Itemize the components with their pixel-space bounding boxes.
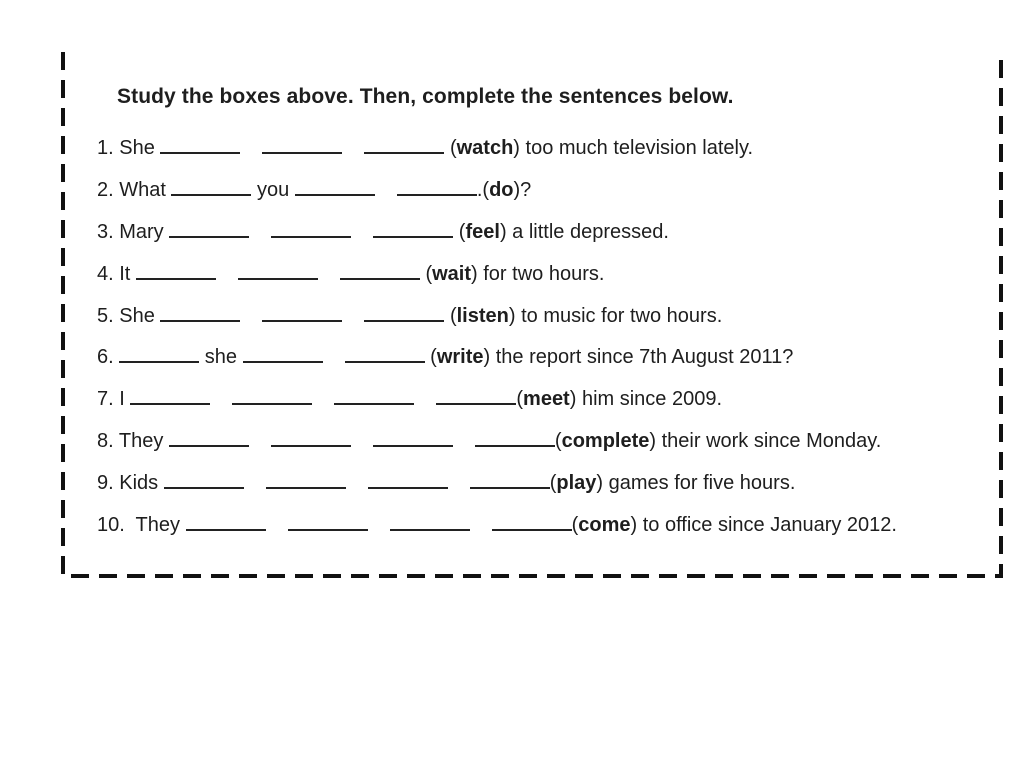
sentence-text: )?	[513, 178, 532, 201]
verb-hint: complete	[561, 430, 650, 453]
answer-blank[interactable]	[186, 509, 266, 531]
verb-hint: listen	[456, 304, 509, 327]
answer-blank[interactable]	[334, 383, 414, 405]
sentence-text: (	[516, 388, 524, 411]
instruction-heading: Study the boxes above. Then, complete the sentences below.	[117, 85, 734, 108]
verb-hint: wait	[432, 262, 472, 285]
answer-blank[interactable]	[262, 132, 342, 154]
answer-blank[interactable]	[266, 467, 346, 489]
sentence-text: .(	[476, 178, 490, 201]
sentence-text: (	[419, 262, 433, 285]
verb-hint: meet	[523, 388, 570, 411]
sentence-text: 4. It	[97, 262, 136, 285]
sentence-text: (	[424, 346, 437, 369]
sentence-text: 7. I	[97, 388, 131, 411]
answer-blank[interactable]	[390, 509, 470, 531]
answer-blank[interactable]	[364, 300, 444, 322]
answer-blank[interactable]	[492, 509, 572, 531]
answer-blank[interactable]	[340, 258, 420, 280]
sentence-6	[97, 341, 897, 383]
answer-blank[interactable]	[368, 467, 448, 489]
answer-blank[interactable]	[288, 509, 368, 531]
verb-hint: feel	[465, 220, 500, 243]
answer-blank[interactable]	[397, 174, 477, 196]
answer-blank[interactable]	[364, 132, 444, 154]
sentence-text: 1. She	[97, 137, 161, 159]
answer-blank[interactable]	[262, 300, 342, 322]
answer-blank[interactable]	[238, 258, 318, 280]
sentence-text: (	[549, 472, 557, 495]
answer-blank[interactable]	[136, 258, 216, 280]
sentence-text: (	[554, 430, 562, 453]
answer-blank[interactable]	[169, 425, 249, 447]
sentence-8	[97, 425, 897, 467]
answer-blank[interactable]	[373, 425, 453, 447]
answer-blank[interactable]	[436, 383, 516, 405]
answer-blank[interactable]	[171, 174, 251, 196]
sentence-7	[97, 383, 897, 425]
verb-hint: do	[489, 178, 514, 201]
sentence-text: she	[199, 346, 243, 369]
answer-blank[interactable]	[119, 341, 199, 363]
sentence-text: 6.	[97, 346, 120, 369]
sentence-text: (	[444, 304, 457, 327]
sentence-1	[97, 132, 897, 174]
worksheet-panel	[61, 52, 1003, 578]
sentence-3	[97, 216, 897, 258]
answer-blank[interactable]	[345, 341, 425, 363]
answer-blank[interactable]	[243, 341, 323, 363]
sentence-text: ) to music for two hours.	[508, 304, 723, 327]
answer-blank[interactable]	[295, 174, 375, 196]
sentence-text: (	[444, 137, 457, 159]
sentence-4	[97, 258, 897, 300]
answer-blank[interactable]	[271, 216, 351, 238]
answer-blank[interactable]	[169, 216, 249, 238]
sentence-text: you	[251, 178, 295, 201]
sentence-list	[97, 132, 897, 551]
answer-blank[interactable]	[470, 467, 550, 489]
sentence-text: 2. What	[97, 178, 172, 201]
sentence-text: 5. She	[97, 304, 161, 327]
answer-blank[interactable]	[271, 425, 351, 447]
answer-blank[interactable]	[164, 467, 244, 489]
sentence-5	[97, 300, 897, 342]
sentence-text: ) to office since January 2012.	[630, 514, 897, 537]
sentence-text: ) games for five hours.	[596, 472, 796, 495]
sentence-text: ) the report since 7th August 2011?	[483, 346, 794, 369]
sentence-text: 9. Kids	[97, 472, 164, 495]
sentence-text: ) for two hours.	[471, 262, 605, 285]
verb-hint: write	[436, 346, 484, 369]
answer-blank[interactable]	[160, 300, 240, 322]
answer-blank[interactable]	[373, 216, 453, 238]
answer-blank[interactable]	[130, 383, 210, 405]
answer-blank[interactable]	[160, 132, 240, 154]
sentence-text: 10. They	[97, 514, 186, 537]
sentence-10	[97, 509, 897, 551]
verb-hint: come	[578, 514, 631, 537]
answer-blank[interactable]	[232, 383, 312, 405]
sentence-text: 8. They	[97, 430, 169, 453]
sentence-text: (	[453, 220, 466, 243]
sentence-text: (	[571, 514, 579, 537]
verb-hint: play	[556, 472, 597, 495]
sentence-text: ) a little depressed.	[499, 220, 669, 243]
sentence-2	[97, 174, 897, 216]
sentence-9	[97, 467, 897, 509]
verb-hint: watch	[456, 137, 514, 159]
answer-blank[interactable]	[475, 425, 555, 447]
sentence-text: ) too much television lately.	[513, 137, 754, 159]
sentence-text: ) their work since Monday.	[649, 430, 882, 453]
sentence-text: ) him since 2009.	[569, 388, 723, 411]
sentence-text: 3. Mary	[97, 220, 170, 243]
